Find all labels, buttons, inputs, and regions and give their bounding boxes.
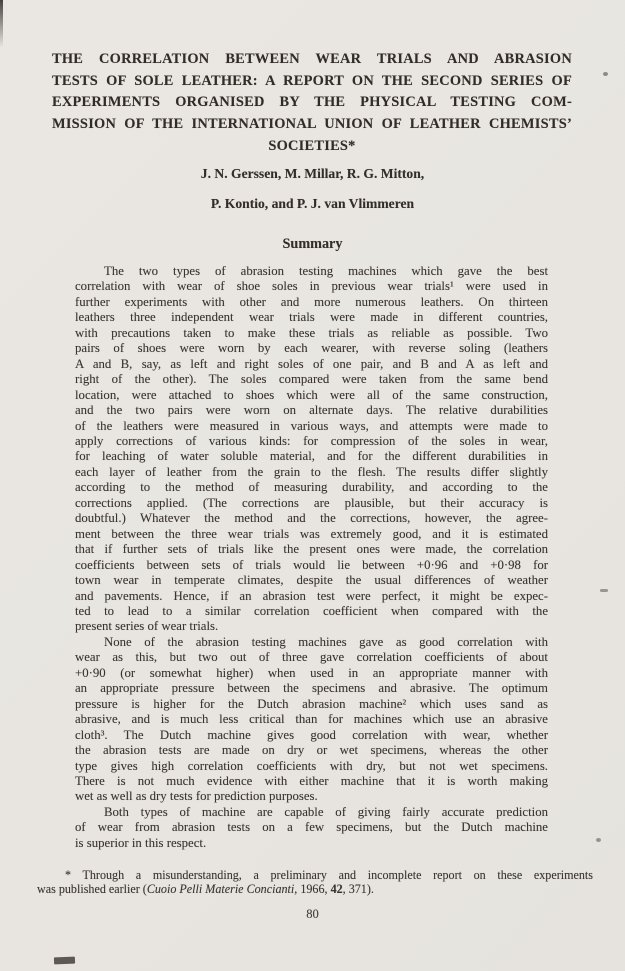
- text-line: +0·90 (or somewhat higher) when used in an appropriate manner with: [75, 665, 548, 680]
- text-line: town wear in temperate climates, despite the usual differences of weather: [75, 573, 548, 588]
- text-line: None of the abrasion testing machines gave as good correlation with: [104, 634, 548, 649]
- text-line: type gives high correlation coefficients with dry, but not wet specimens.: [75, 758, 548, 773]
- text-line: ted to lead to a similar correlation coefficient when compared with the: [75, 603, 548, 618]
- paragraph: [75, 805, 548, 851]
- text-line: for leaching of water soluble material, and for the different durabilities in: [75, 449, 548, 464]
- footnote: [37, 869, 593, 897]
- text-line: wet as well as dry tests for prediction purposes.: [75, 789, 318, 804]
- text-line: was published earlier (Cuoio Pelli Materie Concianti, 1966, 42, 371).: [37, 881, 374, 896]
- text-line: There is not much evidence with either machine that it is worth making: [75, 773, 548, 788]
- text-line: pressure is higher for the Dutch abrasion machine² which uses sand as: [75, 696, 548, 711]
- text-line: doubtful.) Whatever the method and the corrections, however, the agree-: [75, 511, 548, 526]
- text-line: present series of wear trials.: [75, 619, 219, 634]
- page-number: 80: [306, 907, 319, 921]
- text-line: wear as this, but two out of three gave correlation coefficients of about: [75, 650, 548, 665]
- text-line: MISSION OF THE INTERNATIONAL UNION OF LEATHER CHEMISTS’: [52, 116, 572, 133]
- text-line: with precautions taken to make these trials as reliable as possible. Two: [75, 325, 548, 340]
- scan-artifact-bottom-left: [54, 957, 75, 965]
- text-line: location, were attached to shoes which were all of the same construction,: [75, 387, 548, 402]
- text-line: correlation with wear of shoe soles in previous wear trials¹ were used in: [75, 279, 548, 294]
- text-line: that if further sets of trials like the present ones were made, the correlation: [75, 542, 548, 557]
- text-line: THE CORRELATION BETWEEN WEAR TRIALS AND ABRASION: [52, 51, 572, 67]
- text-line: is superior in this respect.: [75, 835, 207, 850]
- text-line: and the two pairs were worn on alternate days. The relative durabilities: [75, 403, 548, 418]
- text-line: TESTS OF SOLE LEATHER: A REPORT ON THE SECOND SERIES OF: [52, 72, 572, 89]
- text-line: each layer of leather from the grain to the flesh. The results differ slightly: [75, 464, 548, 479]
- text-line: apply corrections of various kinds: for compression of the soles in wear,: [75, 433, 548, 448]
- authors: [0, 159, 625, 218]
- text-line: A and B, say, as left and right soles of one pair, and B and A as left and: [75, 356, 548, 371]
- paragraph: [75, 635, 548, 805]
- paragraph: [75, 264, 548, 635]
- text-line: ment between the three wear trials was extremely good, and it is estimated: [75, 526, 548, 541]
- text-line: P. Kontio, and P. J. van Vlimmeren: [210, 195, 415, 211]
- text-line: the abrasion tests are made on dry or wet specimens, whereas the other: [75, 743, 548, 758]
- summary-body: [75, 264, 548, 851]
- scan-speck: [603, 72, 608, 76]
- text-line: of the leathers were measured in various ways, and attempts were made to: [75, 418, 548, 433]
- text-line: pairs of shoes were worn by each wearer, with reverse soling (leathers: [75, 341, 548, 356]
- scan-speck: [596, 838, 601, 842]
- text-line: further experiments with other and more numerous leathers. On thirteen: [75, 294, 548, 309]
- text-line: and pavements. Hence, if an abrasion test were perfect, it might be expec-: [75, 588, 548, 603]
- text-line: right of the other). The soles compared were taken from the same bend: [75, 372, 548, 387]
- text-line: EXPERIMENTS ORGANISED BY THE PHYSICAL TESTING COM-: [52, 94, 572, 111]
- text-line: * Through a misunderstanding, a preliminary and incomplete report on these experiments: [65, 868, 593, 882]
- text-line: an appropriate pressure between the specimens and abrasive. The optimum: [75, 681, 548, 696]
- text-line: coefficients between sets of trials would lie between +0·96 and +0·98 for: [75, 557, 548, 572]
- text-line: corrections applied. (The corrections are plausible, but their accuracy is: [75, 495, 548, 510]
- summary-heading: Summary: [282, 236, 343, 252]
- text-line: of wear from abrasion tests on a few specimens, but the Dutch machine: [75, 820, 548, 835]
- text-line: leathers three independent wear trials were made in different countries,: [75, 310, 548, 325]
- scan-speck: [600, 589, 608, 592]
- scan-artifact-left-edge: [0, 0, 3, 48]
- text-line: abrasive, and is much less critical than for machines which use an abrasive: [75, 712, 548, 727]
- text-line: J. N. Gerssen, M. Millar, R. G. Mitton,: [200, 166, 425, 181]
- text-line: The two types of abrasion testing machines which gave the best: [104, 264, 548, 278]
- article-title: [52, 49, 572, 158]
- text-line: Both types of machine are capable of giving fairly accurate prediction: [104, 804, 548, 819]
- text-line: according to the method of measuring durability, and according to the: [75, 480, 548, 495]
- text-line: SOCIETIES*: [268, 137, 356, 154]
- text-line: cloth³. The Dutch machine gives good correlation with wear, whether: [75, 727, 548, 742]
